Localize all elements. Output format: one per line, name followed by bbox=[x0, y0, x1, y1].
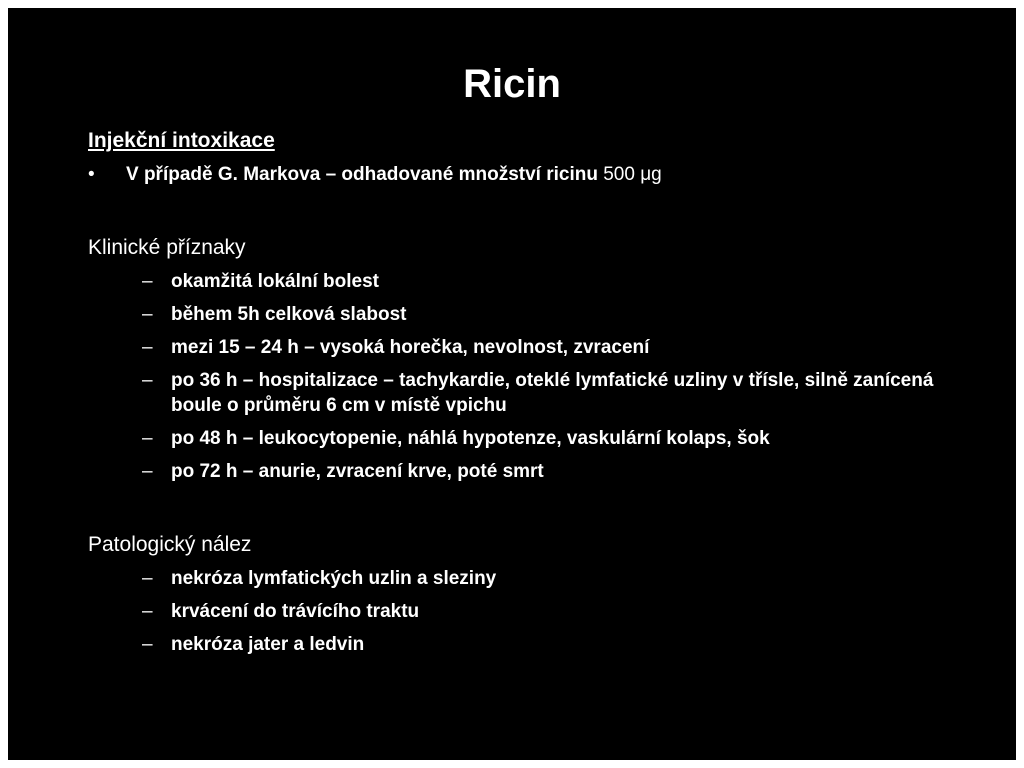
dash-marker: – bbox=[142, 337, 153, 358]
list-item-text: okamžitá lokální bolest bbox=[171, 271, 379, 292]
pathology-list bbox=[142, 566, 942, 665]
list-item bbox=[142, 335, 942, 360]
injection-heading: Injekční intoxikace bbox=[88, 129, 275, 152]
dash-marker: – bbox=[142, 271, 153, 292]
bullet-text-bold: V případě G. Markova – odhadované množství ricinu bbox=[126, 164, 598, 185]
bullet-text-dose: 500 μg bbox=[597, 164, 662, 185]
bullet-marker: • bbox=[88, 164, 95, 185]
list-item-text: během 5h celková slabost bbox=[171, 304, 407, 325]
list-item-text: nekróza lymfatických uzlin a sleziny bbox=[171, 568, 497, 589]
symptoms-list bbox=[142, 269, 942, 492]
list-item-text: nekróza jater a ledvin bbox=[171, 634, 365, 655]
list-item-text: krvácení do trávícího traktu bbox=[171, 601, 420, 622]
symptoms-heading: Klinické příznaky bbox=[88, 236, 246, 259]
list-item bbox=[142, 368, 942, 418]
slide-title: Ricin bbox=[463, 62, 561, 106]
pathology-heading: Patologický nález bbox=[88, 533, 252, 556]
list-item-text: po 72 h – anurie, zvracení krve, poté smrt bbox=[171, 461, 544, 482]
slide bbox=[8, 8, 1016, 760]
list-item bbox=[142, 459, 942, 484]
dash-marker: – bbox=[142, 428, 153, 449]
list-item bbox=[142, 599, 942, 624]
dash-marker: – bbox=[142, 461, 153, 482]
list-item-text: po 36 h – hospitalizace – tachykardie, oteklé lymfatické uzliny v třísle, silně zanícená boule o průměru 6 cm v místě vpichu bbox=[171, 370, 934, 416]
list-item bbox=[142, 632, 942, 657]
dash-marker: – bbox=[142, 601, 153, 622]
list-item-text: mezi 15 – 24 h – vysoká horečka, nevolnost, zvracení bbox=[171, 337, 650, 358]
list-item bbox=[142, 426, 942, 451]
dash-marker: – bbox=[142, 568, 153, 589]
dash-marker: – bbox=[142, 634, 153, 655]
injection-bullet bbox=[88, 163, 662, 187]
list-item bbox=[142, 566, 942, 591]
list-item-text: po 48 h – leukocytopenie, náhlá hypotenze, vaskulární kolaps, šok bbox=[171, 428, 770, 449]
list-item bbox=[142, 302, 942, 327]
list-item bbox=[142, 269, 942, 294]
dash-marker: – bbox=[142, 304, 153, 325]
dash-marker: – bbox=[142, 370, 153, 391]
